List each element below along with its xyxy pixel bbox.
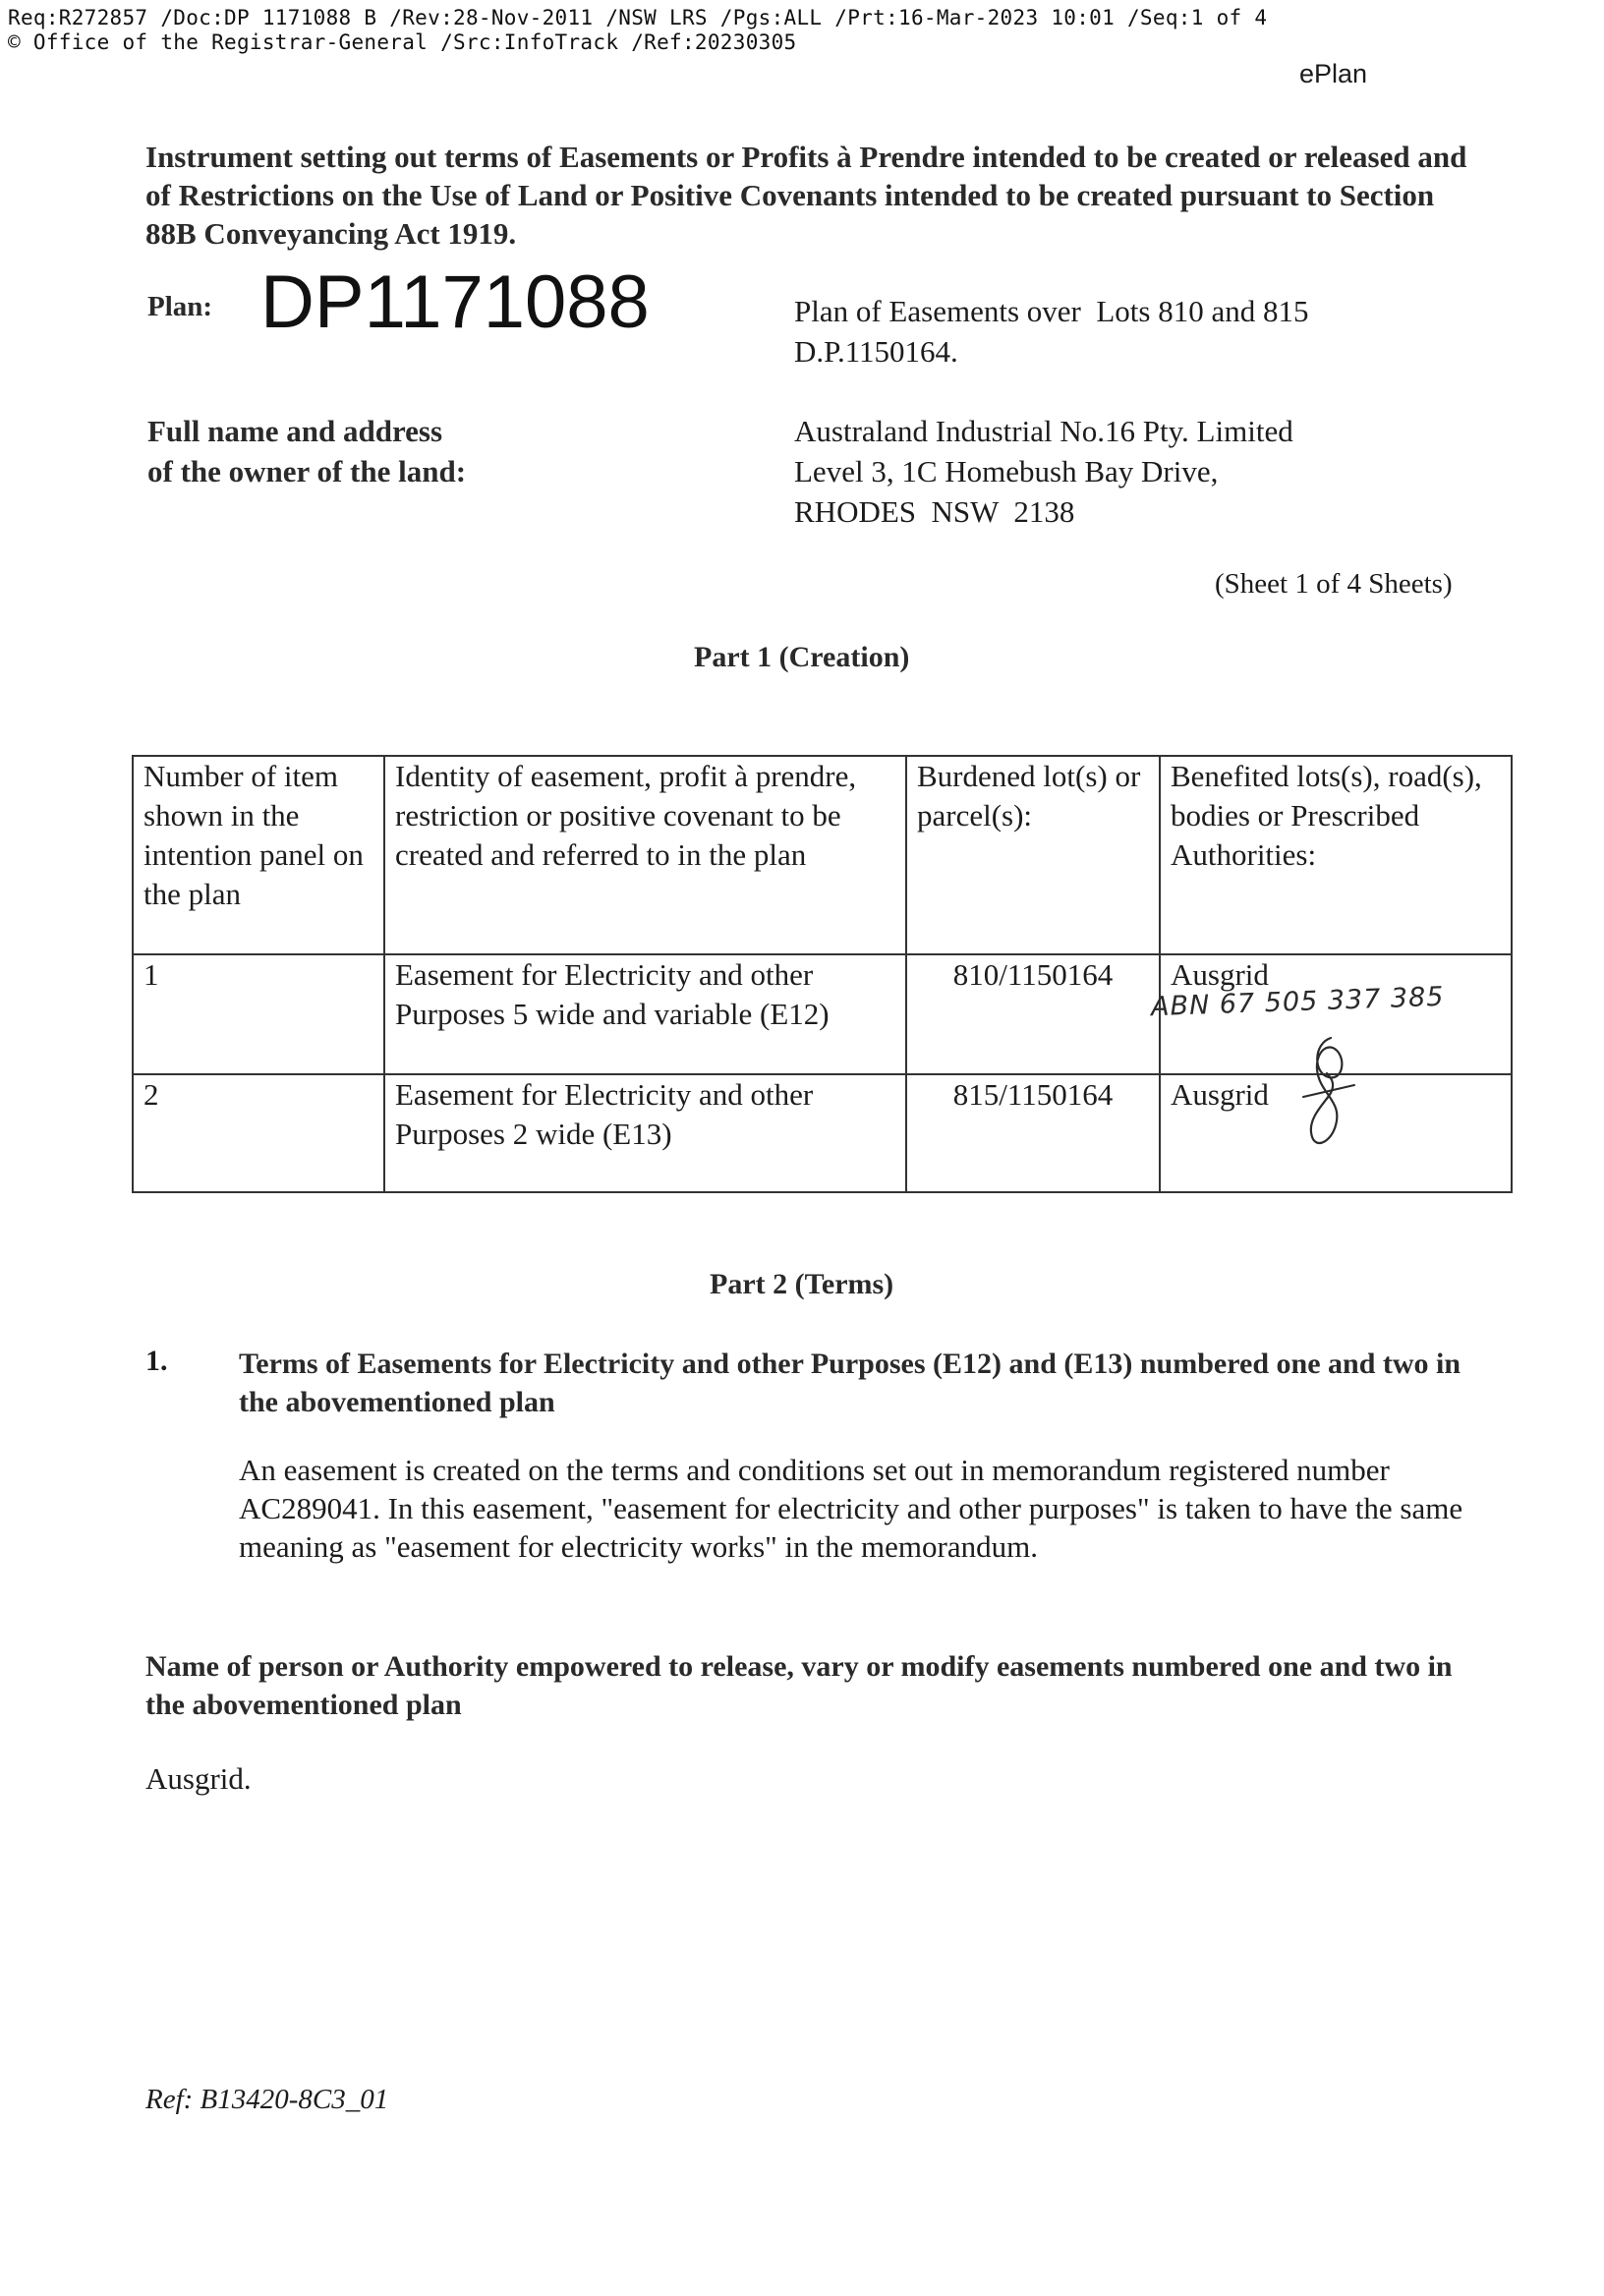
print-header-line-2: © Office of the Registrar-General /Src:InfoTrack /Ref:20230305 (8, 30, 797, 54)
print-header-line-1: Req:R272857 /Doc:DP 1171088 B /Rev:28-Nov-2011 /NSW LRS /Pgs:ALL /Prt:16-Mar-2023 10:01 /Seq:1 of 4 (8, 6, 1268, 29)
owner-label-line-2: of the owner of the land: (147, 454, 467, 488)
table-header-row (133, 756, 1512, 954)
authority-heading: Name of person or Authority empowered to release, vary or modify easements numbered one and two in the abovementioned plan (145, 1650, 1453, 1721)
owner-label-line-1: Full name and address (147, 414, 443, 448)
plan-label: Plan: (147, 291, 213, 322)
table-cell: 815/1150164 (906, 1074, 1160, 1192)
term-number: 1. (145, 1345, 168, 1377)
table-cell: Ausgrid (1160, 954, 1512, 1074)
table-cell: Easement for Electricity and other Purposes 2 wide (E13) (384, 1074, 906, 1192)
part1-heading: Part 1 (Creation) (694, 641, 910, 673)
owner-name: Australand Industrial No.16 Pty. Limited (794, 414, 1293, 448)
plan-number: DP1171088 (260, 260, 650, 344)
plan-description (794, 291, 1308, 372)
table-header-cell: Burdened lot(s) or parcel(s): (906, 756, 1160, 954)
table-cell: 1 (133, 954, 384, 1074)
table-header-cell: Number of item shown in the intention panel on the plan (133, 756, 384, 954)
part2-heading: Part 2 (Terms) (710, 1268, 894, 1300)
instrument-title: Instrument setting out terms of Easements or Profits à Prendre intended to be created or released and of Restrictions on the Use of Land or Positive Covenants intended to be created pursuant to Section 88B Conveyancing Act 1919. (145, 140, 1467, 251)
initials-signature-mark (1299, 1034, 1358, 1162)
term-heading: Terms of Easements for Electricity and other Purposes (E12) and (E13) numbered one and two in the abovementioned plan (239, 1348, 1461, 1418)
table-cell: 2 (133, 1074, 384, 1192)
table-cell: Easement for Electricity and other Purposes 5 wide and variable (E12) (384, 954, 906, 1074)
table-cell: Ausgrid (1160, 1074, 1512, 1192)
table-header-cell: Identity of easement, profit à prendre, restriction or positive covenant to be created and referred to in the plan (384, 756, 906, 954)
eplan-label: ePlan (1299, 59, 1368, 88)
owner-label (147, 411, 466, 491)
plan-description-line-2: D.P.1150164. (794, 334, 958, 369)
table-header-cell: Benefited lots(s), road(s), bodies or Prescribed Authorities: (1160, 756, 1512, 954)
sheet-count: (Sheet 1 of 4 Sheets) (1215, 568, 1453, 600)
owner-address-line-2: RHODES NSW 2138 (794, 494, 1075, 529)
authority-name: Ausgrid. (145, 1761, 252, 1796)
plan-description-line-1: Plan of Easements over Lots 810 and 815 (794, 294, 1309, 328)
document-reference: Ref: B13420-8C3_01 (145, 2084, 389, 2115)
table-cell: 810/1150164 (906, 954, 1160, 1074)
owner-address-line-1: Level 3, 1C Homebush Bay Drive, (794, 454, 1219, 488)
handwritten-abn: ABN 67 505 337 385 (1150, 981, 1445, 1023)
term-body: An easement is created on the terms and conditions set out in memorandum registered number AC289041. In this easement, "easement for electricity and other purposes" is taken to have the same meaning as "easement for electricity works" in the memorandum. (239, 1453, 1463, 1564)
owner-address (794, 411, 1293, 532)
